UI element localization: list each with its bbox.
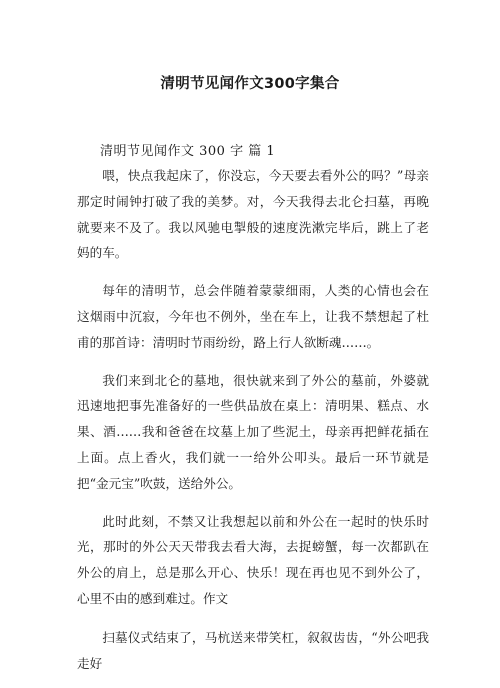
paragraph: 喂，快点我起床了，你没忘，今天要去看外公的吗？”母亲那定时闹钟打破了我的美梦。对，今天我得去北仑扫墓，再晚就要来不及了。我以风驰电掣般的速度洗漱完毕后，跳上了老妈的车。 — [77, 168, 429, 261]
paragraph: 我们来到北仑的墓地，很快就来到了外公的墓前，外婆就迅速地把事先准备好的一些供品放在桌上：清明果、糕点、水果、酒……我和爸爸在坟墓上加了些泥土，母亲再把鲜花插在上面。点上香火，我们就一一给外公叩头。最后一环节就是把“金元宝”吹鼓，送给外公。 — [77, 372, 429, 491]
paragraph: 扫墓仪式结束了，马杭送来带笑杠，叙叙齿齿，“外公吧我走好 — [77, 629, 429, 671]
section-heading: 清明节见闻作文 300 字 篇 1 — [100, 144, 276, 159]
document-title: 清明节见闻作文300字集合 — [160, 76, 340, 92]
paragraph: 此时此刻，不禁又让我想起以前和外公在一起时的快乐时光，那时的外公天天带我去看大海，去捉螃蟹，每一次都趴在外公的肩上，总是那么开心、快乐！现在再也见不到外公了，心里不由的感到难过。作文 — [77, 513, 429, 606]
document-body — [77, 163, 429, 688]
paragraph: 每年的清明节，总会伴随着蒙蒙细雨，人类的心情也会在这烟雨中沉寂，今年也不例外，坐在车上，让我不禁想起了杜甫的那首诗：清明时节雨纷纷，路上行人欲断魂……。 — [77, 283, 429, 350]
